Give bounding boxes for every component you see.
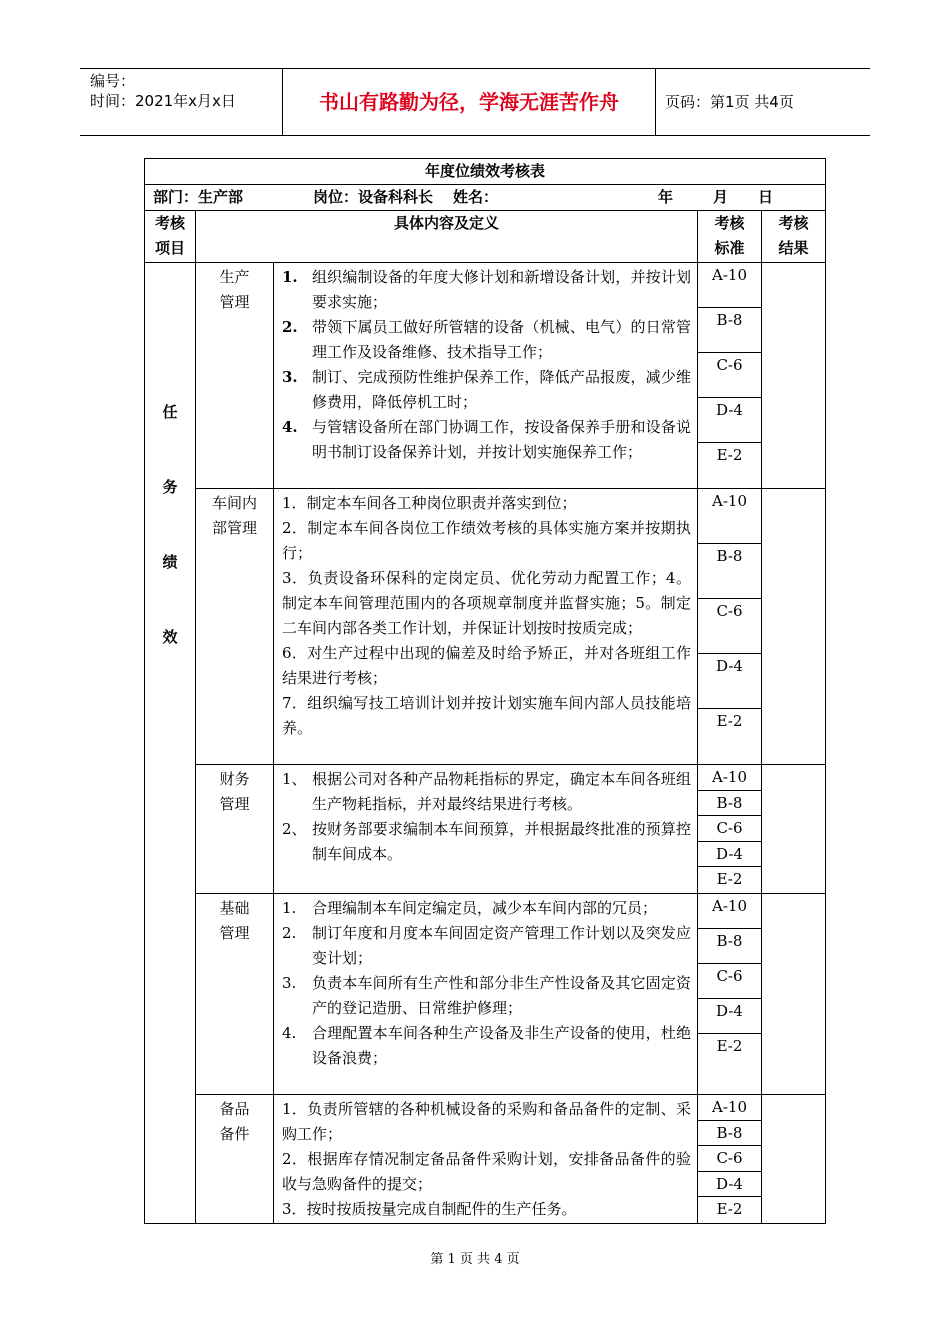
grade-e: E-2 <box>716 712 743 730</box>
name-label: 姓名： <box>453 188 499 206</box>
result-cell[interactable] <box>762 765 826 894</box>
grade-column <box>698 893 762 1094</box>
grade-b: B-8 <box>698 791 761 817</box>
table-title: 年度位绩效考核表 <box>145 159 826 185</box>
list-item: 4. 合理配置本车间各种生产设备及非生产设备的使用，杜绝设备浪费； <box>282 1023 691 1067</box>
paragraph: 7．组织编写技工培训计划并按计划实施车间内部人员技能培养。 <box>282 694 691 737</box>
grade-column <box>698 263 762 489</box>
result-cell[interactable] <box>762 263 826 489</box>
category-char: 效 <box>162 628 178 646</box>
section-content <box>274 263 698 489</box>
section-name: 生产 管理 <box>196 263 274 489</box>
grade-column <box>698 765 762 894</box>
grade-b: B-8 <box>698 544 761 599</box>
section-content <box>274 489 698 765</box>
list-item: 4. 与管辖设备所在部门协调工作，按设备保养手册和设备说明书制订设备保养计划，并按计划实施保养工作； <box>282 418 691 461</box>
grade-d: D-4 <box>698 1172 761 1198</box>
grade-c: C-6 <box>698 1146 761 1172</box>
header-standard: 考核标准 <box>698 211 762 263</box>
info-row <box>145 185 826 211</box>
paragraph: 2．制定本车间各岗位工作绩效考核的具体实施方案并按期执行； <box>282 519 691 562</box>
result-cell[interactable] <box>762 489 826 765</box>
section-name: 车间内 部管理 <box>196 489 274 765</box>
grade-column <box>698 1094 762 1223</box>
header-item: 考核项目 <box>145 211 196 263</box>
department-label: 部门：生产部 <box>153 188 244 206</box>
category-task-performance <box>145 263 196 1224</box>
category-char: 绩 <box>162 553 178 571</box>
grade-c: C-6 <box>698 353 761 398</box>
grade-d: D-4 <box>698 654 761 709</box>
list-item: 2、 按财务部要求编制本车间预算，并根据最终批准的预算控制车间成本。 <box>282 820 691 863</box>
list-item: 1. 合理编制本车间定编定员，减少本车间内部的冗员； <box>282 898 658 917</box>
list-item: 1. 组织编制设备的年度大修计划和新增设备计划，并按计划要求实施； <box>282 268 691 311</box>
grade-e: E-2 <box>716 1036 743 1055</box>
paragraph: 3．按时按质按量完成自制配件的生产任务。 <box>282 1199 577 1218</box>
grade-b: B-8 <box>698 308 761 353</box>
time-label: 时间：2021年x月x日 <box>90 92 236 110</box>
header-meta <box>80 69 283 135</box>
grade-e: E-2 <box>716 446 743 464</box>
evaluation-table <box>144 158 826 1224</box>
section-content <box>274 765 698 894</box>
header-result: 考核结果 <box>762 211 826 263</box>
section-name: 基础 管理 <box>196 893 274 1094</box>
grade-b: B-8 <box>698 929 761 964</box>
list-item: 3. 制订、完成预防性维护保养工作，降低产品报废，减少维修费用，降低停机工时； <box>282 368 691 411</box>
section-content <box>274 893 698 1094</box>
month-label: 月 <box>712 188 728 206</box>
result-cell[interactable] <box>762 1094 826 1223</box>
grade-d: D-4 <box>698 999 761 1034</box>
section-content <box>274 1094 698 1223</box>
list-item: 2. 带领下属员工做好所管辖的设备（机械、电气）的日常管理工作及设备维修、技术指导工作； <box>282 318 691 361</box>
header-page-info: 页码：第1页 共4页 <box>665 93 794 111</box>
category-char: 务 <box>162 478 178 496</box>
header-content: 具体内容及定义 <box>196 211 698 263</box>
paragraph: 6．对生产过程中出现的偏差及时给予矫正，并对各班组工作结果进行考核； <box>282 644 691 687</box>
section-name: 备品 备件 <box>196 1094 274 1223</box>
grade-a: A-10 <box>698 489 761 544</box>
grade-e: E-2 <box>716 870 743 889</box>
section-name: 财务 管理 <box>196 765 274 894</box>
paragraph: 1．制定本车间各工种岗位职责并落实到位； <box>282 494 577 512</box>
header-slogan: 书山有路勤为径，学海无涯苦作舟 <box>283 69 656 135</box>
grade-d: D-4 <box>698 842 761 868</box>
list-item: 3. 负责本车间所有生产性和部分非生产性设备及其它固定资产的登记造册、日常维护修理； <box>282 973 691 1017</box>
number-label: 编号： <box>90 72 136 90</box>
page-footer: 第 1 页 共 4 页 <box>430 1252 520 1267</box>
list-item: 1、 根据公司对各种产品物耗指标的界定，确定本车间各班组生产物耗指标，并对最终结果进行考核。 <box>282 770 691 813</box>
day-label: 日 <box>757 188 773 206</box>
grade-a: A-10 <box>698 894 761 929</box>
grade-a: A-10 <box>698 1095 761 1121</box>
grade-column <box>698 489 762 765</box>
grade-a: A-10 <box>698 263 761 308</box>
paragraph: 1．负责所管辖的各种机械设备的采购和备品备件的定制、采购工作； <box>282 1099 691 1143</box>
grade-d: D-4 <box>698 398 761 443</box>
grade-b: B-8 <box>698 1121 761 1147</box>
year-label: 年 <box>657 188 673 206</box>
page-header <box>80 68 870 136</box>
category-char: 任 <box>162 403 178 421</box>
position-label: 岗位：设备科科长 <box>313 188 434 206</box>
paragraph: 3．负责设备环保科的定岗定员、优化劳动力配置工作；4。制定本车间管理范围内的各项规章制度并监督实施；5。制定二车间内部各类工作计划，并保证计划按时按质完成； <box>282 569 691 637</box>
grade-e: E-2 <box>716 1200 743 1219</box>
grade-c: C-6 <box>698 599 761 654</box>
result-cell[interactable] <box>762 893 826 1094</box>
grade-a: A-10 <box>698 765 761 791</box>
paragraph: 2．根据库存情况制定备品备件采购计划，安排备品备件的验收与急购备件的提交； <box>282 1149 691 1193</box>
grade-c: C-6 <box>698 816 761 842</box>
list-item: 2. 制订年度和月度本车间固定资产管理工作计划以及突发应变计划； <box>282 923 691 967</box>
grade-c: C-6 <box>698 964 761 999</box>
